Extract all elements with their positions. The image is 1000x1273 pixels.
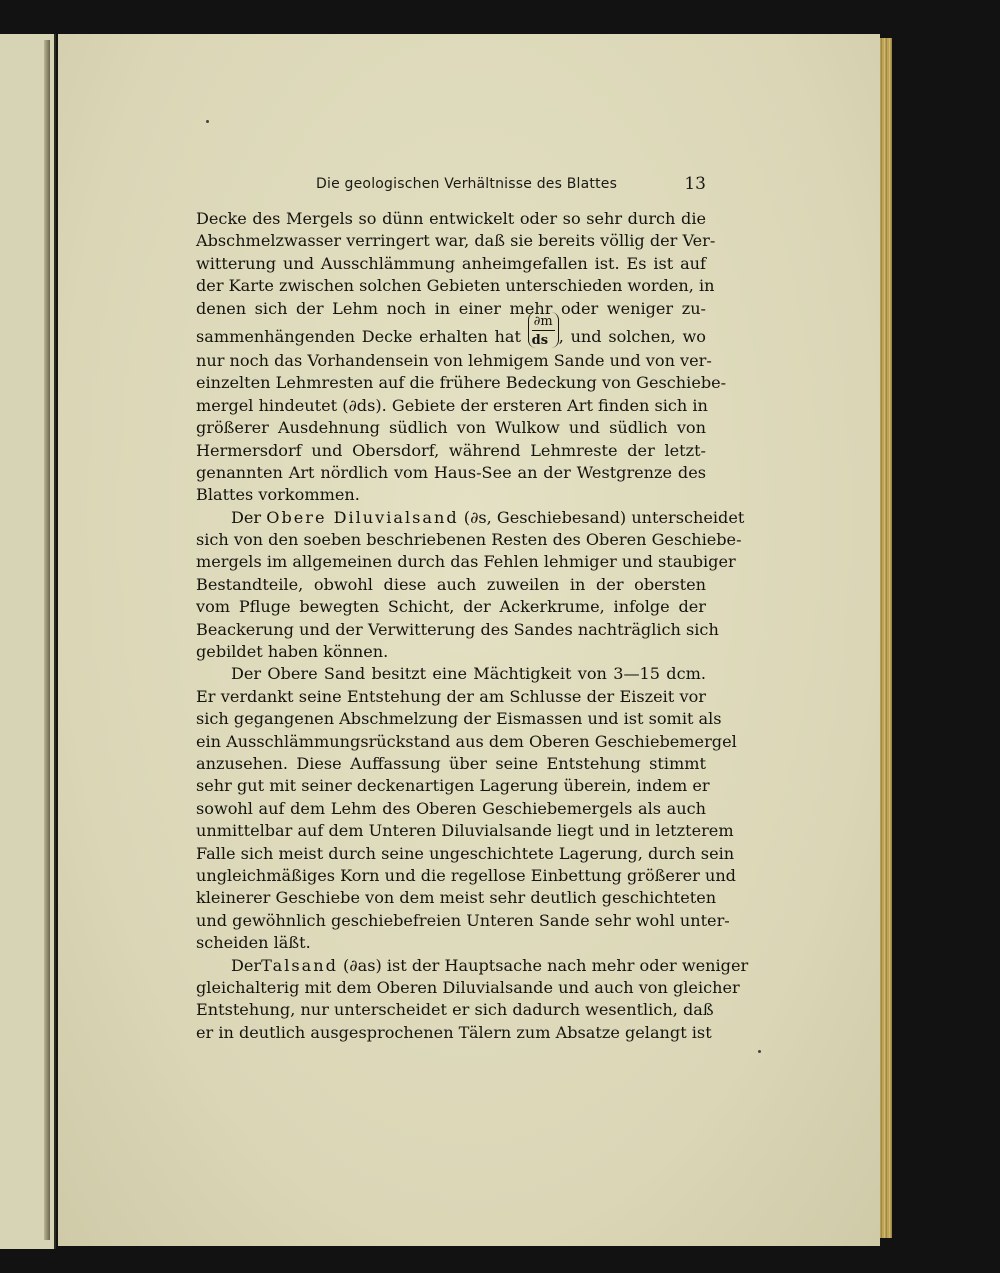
formula-denominator: ds: [531, 333, 549, 349]
text-line: sich gegangenen Abschmelzung der Eismassen und ist somit als: [196, 709, 722, 729]
text-line: denen sich der Lehm noch in einer mehr oder weniger zu-: [196, 298, 706, 318]
paper-speck: [758, 1050, 761, 1053]
line-prefix: Der: [231, 507, 262, 527]
line-rest: (∂as) ist der Hauptsache nach mehr oder weniger: [343, 955, 749, 975]
line-rest: (∂s, Geschiebesand) unterscheidet: [463, 507, 745, 527]
term-talsand: Talsand: [261, 955, 338, 975]
text-line: vom Pfluge bewegten Schicht, der Ackerkrume, infolge der: [196, 597, 706, 617]
text-line: und gewöhnlich geschiebefreien Unteren Sande sehr wohl unter-: [196, 910, 730, 930]
paper-speck: [206, 120, 209, 123]
line-prefix: Der: [231, 955, 262, 975]
text-line: mergels im allgemeinen durch das Fehlen lehmiger und staubiger: [196, 552, 736, 572]
text-line: Entstehung, nur unterscheidet er sich dadurch wesentlich, daß: [196, 1000, 714, 1020]
text-line: Decke des Mergels so dünn entwickelt oder so sehr durch die: [196, 209, 706, 228]
text-line: kleinerer Geschiebe von dem meist sehr deutlich geschichteten: [196, 888, 717, 908]
text-line: sich von den soeben beschriebenen Resten des Oberen Geschiebe-: [196, 530, 742, 550]
text-line: Beackerung und der Verwitterung des Sandes nachträglich sich: [196, 619, 719, 639]
text-line: größerer Ausdehnung südlich von Wulkow und südlich von: [196, 418, 706, 438]
text-line: ein Ausschlämmungsrückstand aus dem Oberen Geschiebemergel: [196, 731, 737, 751]
formula-line: [196, 314, 706, 350]
text-line: nur noch das Vorhandensein von lehmigem Sande und von ver-: [196, 350, 712, 370]
header-title: Die geologischen Verhältnisse des Blattes: [316, 176, 618, 192]
term-obere-diluvialsand: Obere Diluvialsand: [266, 507, 459, 527]
text-line: mergel hindeutet (∂ds). Gebiete der ersteren Art finden sich in: [196, 395, 708, 415]
text-line: genannten Art nördlich vom Haus-See an der Westgrenze des: [196, 462, 706, 482]
text-line: Hermersdorf und Obersdorf, während Lehmreste der letzt-: [196, 440, 706, 460]
text-line: der Karte zwischen solchen Gebieten unterschieden worden, in: [196, 276, 715, 296]
text-line: Blattes vorkommen.: [196, 485, 360, 505]
text-line: einzelten Lehmresten auf die frühere Bedeckung von Geschiebe-: [196, 373, 727, 393]
text-line: er in deutlich ausgesprochenen Tälern zum Absatze gelangt ist: [196, 1022, 712, 1042]
text-line: Bestandteile, obwohl diese auch zuweilen in der obersten: [196, 574, 706, 594]
text-line: unmittelbar auf dem Unteren Diluvialsande liegt und in letzterem: [196, 821, 734, 841]
paragraph-start-talsand: [196, 955, 749, 977]
text-line: Er verdankt seine Entstehung der am Schlusse der Eiszeit vor: [196, 686, 706, 706]
text-line: sehr gut mit seiner deckenartigen Lagerung überein, indem er: [196, 776, 710, 796]
text-line: Abschmelzwasser verringert war, daß sie bereits völlig der Ver-: [196, 231, 716, 251]
formula-line-after: , und solchen, wo: [558, 326, 706, 346]
formula-numerator: ∂m: [533, 314, 553, 330]
formula-line-before: sammenhängenden Decke erhalten hat: [196, 326, 521, 346]
text-line: gebildet haben können.: [196, 642, 389, 662]
paragraph-start-obere-diluvialsand: [196, 507, 745, 529]
text-line: Der Obere Sand besitzt eine Mächtigkeit von 3—15 dcm.: [231, 664, 706, 684]
dm-ds-formula: [528, 312, 559, 348]
text-line: scheiden läßt.: [196, 933, 311, 953]
page-stack-edge: [878, 38, 892, 1238]
text-line: anzusehen. Diese Auffassung über seine Entstehung stimmt: [196, 753, 706, 773]
text-line: ungleichmäßiges Korn und die regellose Einbettung größerer und: [196, 865, 736, 885]
page-number: 13: [684, 174, 706, 194]
text-line: sowohl auf dem Lehm des Oberen Geschiebemergels als auch: [196, 798, 706, 818]
body-text: [196, 208, 749, 1044]
text-line: Falle sich meist durch seine ungeschichtete Lagerung, durch sein: [196, 843, 735, 863]
text-line: witterung und Ausschlämmung anheimgefallen ist. Es ist auf: [196, 253, 706, 273]
text-line: gleichalterig mit dem Oberen Diluvialsande und auch von gleicher: [196, 977, 740, 997]
running-header: [316, 176, 706, 200]
book-spine: [44, 40, 50, 1240]
